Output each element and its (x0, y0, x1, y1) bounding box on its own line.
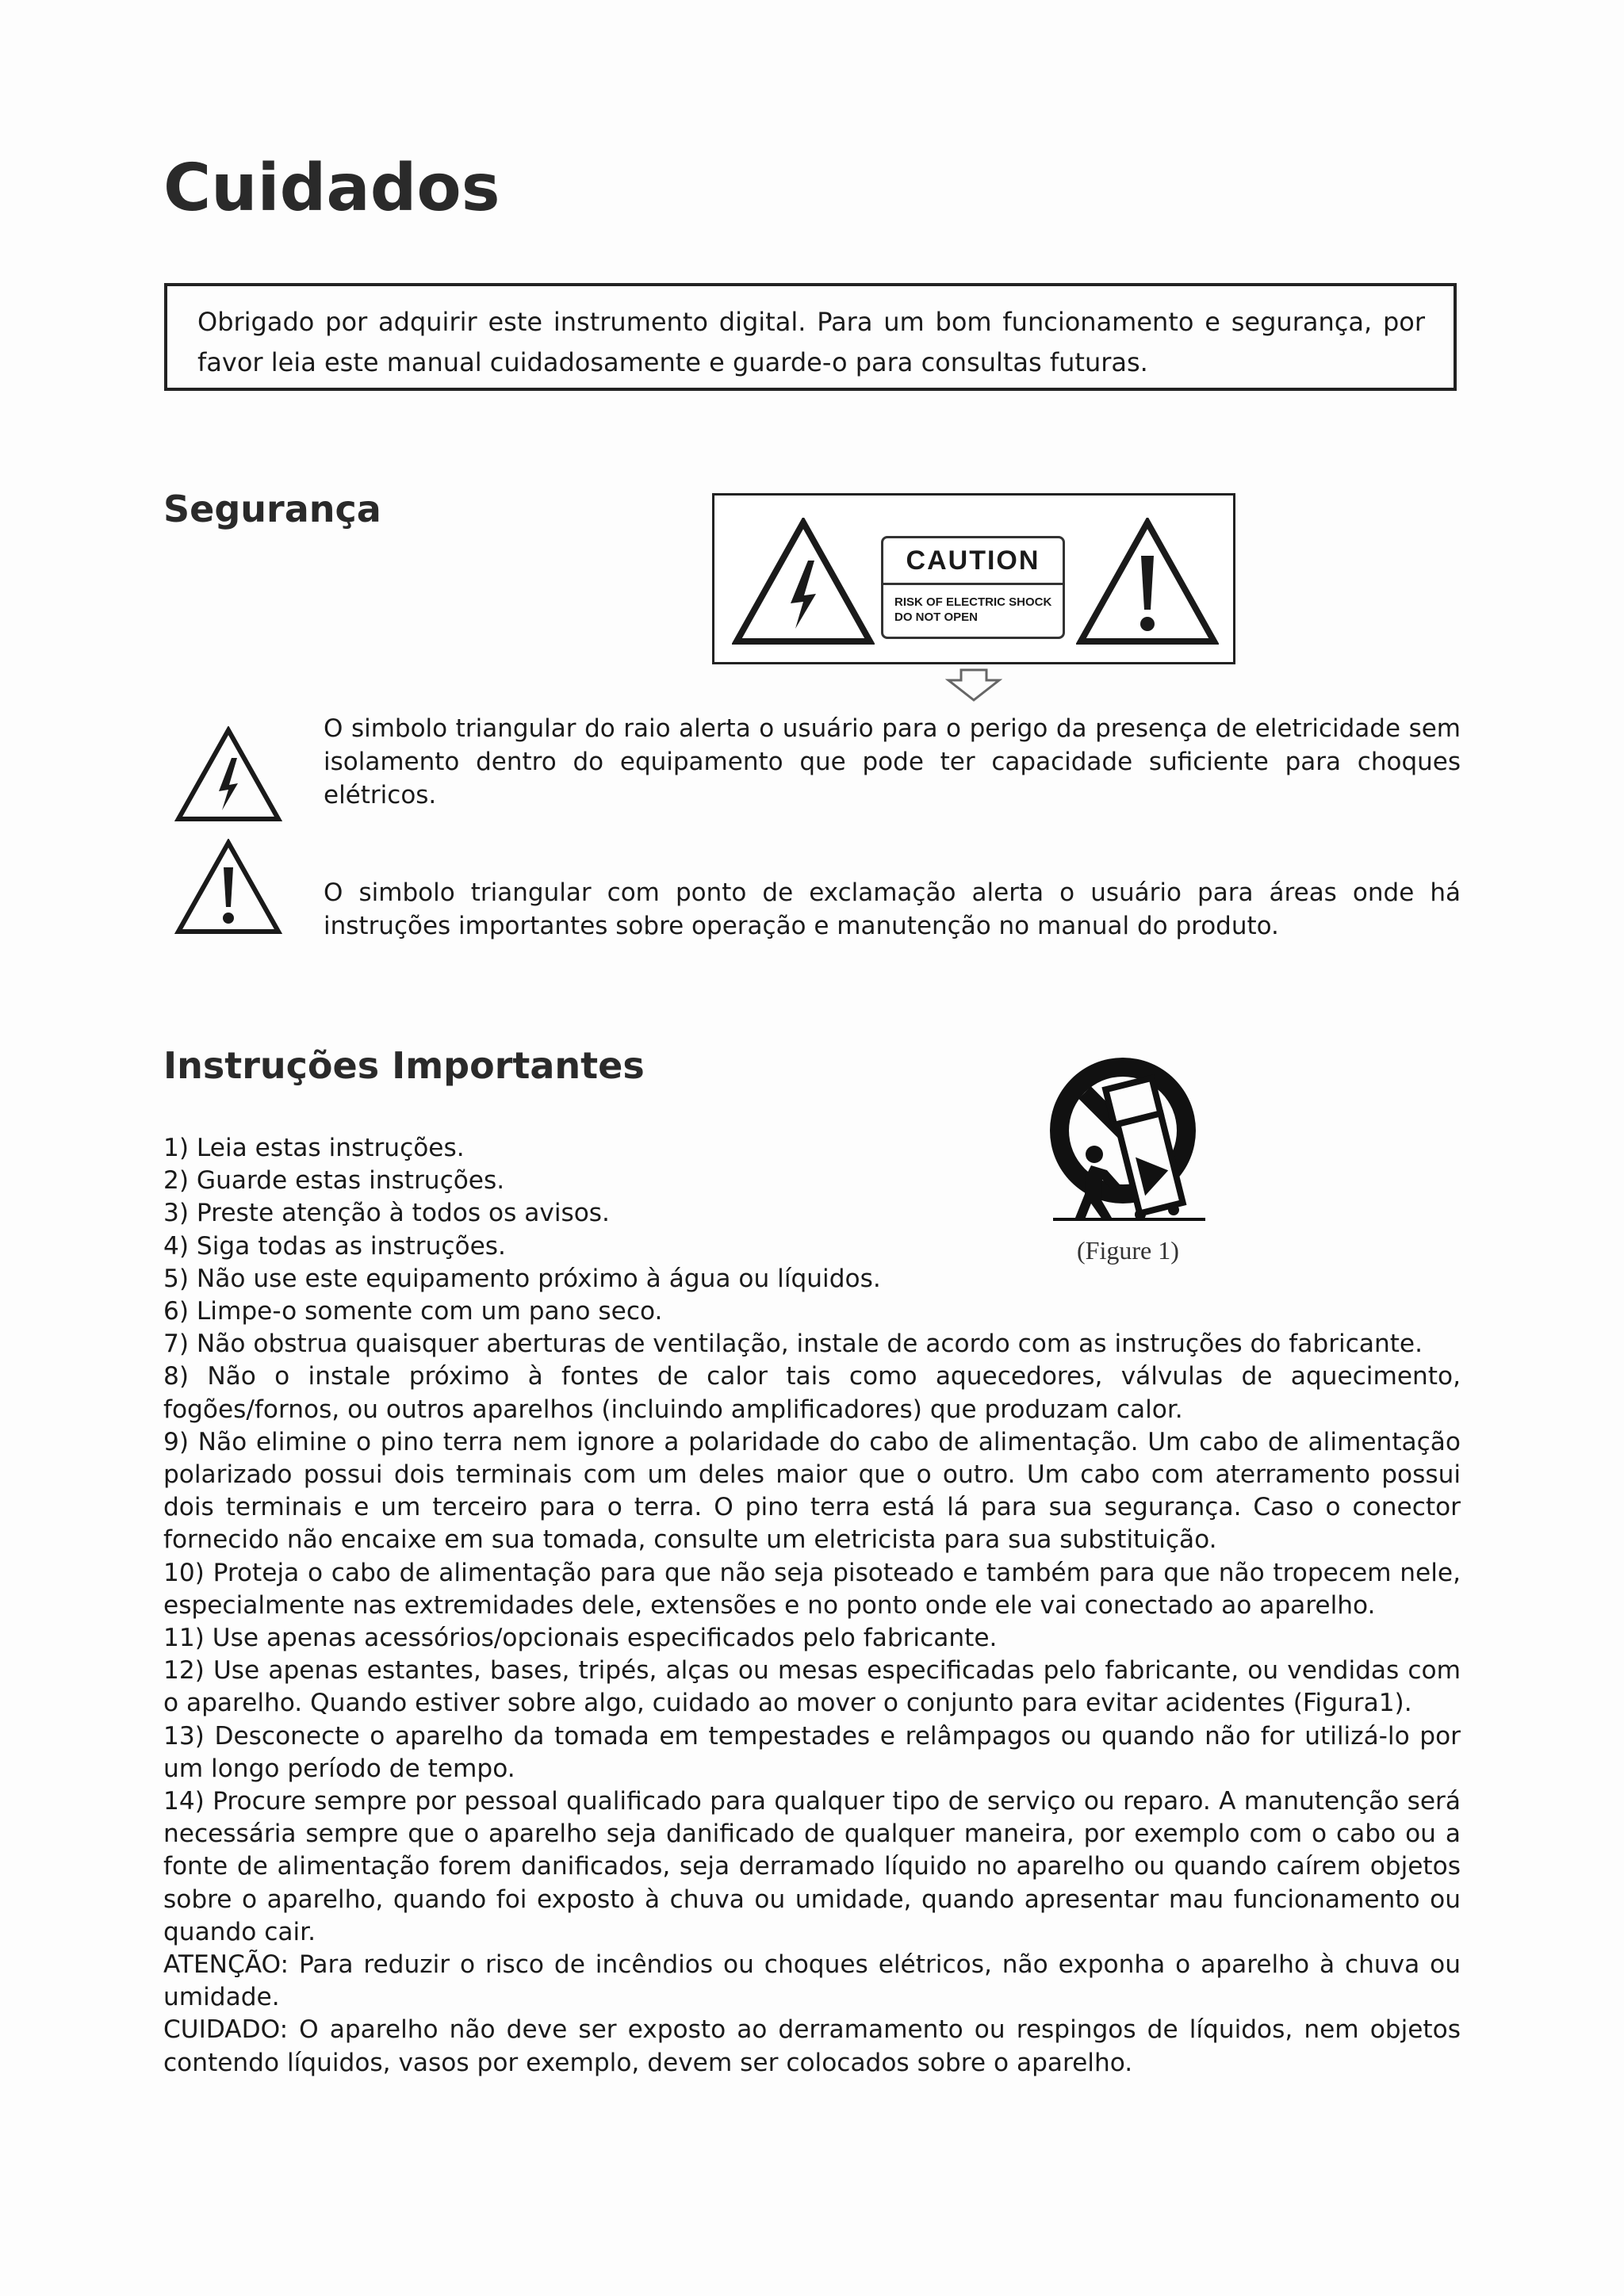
list-item: 2) Guarde estas instruções. (163, 1166, 505, 1196)
caution-note: CUIDADO: O aparelho não deve ser exposto ao derramamento ou respingos de líquidos, nem objetos contendo líquidos, vasos por exemplo, devem ser colocados sobre o aparelho. (163, 2015, 1461, 2077)
list-item: 5) Não use este equipamento próximo à água ou líquidos. (163, 1264, 881, 1293)
list-item: 3) Preste atenção à todos os avisos. (163, 1199, 610, 1228)
lightning-symbol-icon (174, 726, 282, 823)
list-item: 14) Procure sempre por pessoal qualificado para qualquer tipo de serviço ou reparo. A manutenção será necessária sempre que o aparelho seja danificado de qualquer maneira, por exemplo com o cabo ou a fonte de alimentação forem danificados, seja derramado líquido no aparelho ou quando caírem objetos sobre o aparelho, quando foi exposto à chuva ou umidade, quando apresentar mau funcionamento ou quando cair. (163, 1787, 1461, 1946)
figure-caption: (Figure 1) (1077, 1236, 1179, 1265)
list-item: 9) Não elimine o pino terra nem ignore a polaridade do cabo de alimentação. Um cabo de alimentação polarizado possui dois terminais com um deles maior que o outro. Um cabo com aterramento possui dois terminais e um terceiro para o terra. O pino terra está lá para sua segurança. Caso o conector fornecido não encaixe em sua tomada, consulte um eletricista para sua substituição. (163, 1427, 1461, 1555)
list-item: 11) Use apenas acessórios/opcionais especificados pelo fabricante. (163, 1624, 998, 1653)
page-title: Cuidados (163, 151, 500, 226)
caution-title: CAUTION (906, 545, 1040, 576)
exclamation-warning-icon (1076, 518, 1219, 646)
caution-box (881, 536, 1065, 639)
caution-line-2: DO NOT OPEN (894, 610, 979, 624)
intro-notice: Obrigado por adquirir este instrumento digital. Para um bom funcionamento e segurança, por favor leia este manual cuidadosamente e guarde-o para consultas futuras. (164, 283, 1457, 391)
lightning-warning-icon (732, 518, 875, 646)
instructions-list (163, 1132, 1461, 2080)
list-item: 6) Limpe-o somente com um pano seco. (163, 1297, 663, 1326)
list-item: 1) Leia estas instruções. (163, 1134, 465, 1162)
list-item: 4) Siga todas as instruções. (163, 1231, 506, 1261)
caution-label-panel (712, 493, 1235, 664)
lightning-symbol-description: O simbolo triangular do raio alerta o usuário para o perigo da presença de eletricidade sem isolamento dentro do equipamento que pode ter capacidade suficiente para choques elétricos. (324, 714, 1461, 809)
list-item: 8) Não o instale próximo à fontes de calor tais como aquecedores, válvulas de aquecimento, fogões/fornos, ou outros aparelhos (incluindo amplificadores) que produzam calor. (163, 1362, 1461, 1424)
caution-divider (883, 583, 1063, 585)
list-item: 7) Não obstrua quaisquer aberturas de ventilação, instale de acordo com as instruções do fabricante. (163, 1330, 1423, 1359)
warning-note: ATENÇÃO: Para reduzir o risco de incêndios ou choques elétricos, não exponha o aparelho à chuva ou umidade. (163, 1950, 1461, 2012)
arrow-down-icon (945, 668, 1002, 702)
caution-line-1: RISK OF ELECTRIC SHOCK (894, 595, 1052, 609)
exclamation-symbol-description: O simbolo triangular com ponto de exclamação alerta o usuário para áreas onde há instruções importantes sobre operação e manutenção no manual do produto. (324, 878, 1461, 940)
exclamation-symbol-icon (174, 839, 282, 936)
instructions-heading: Instruções Importantes (163, 1044, 645, 1087)
list-item: 10) Proteja o cabo de alimentação para que não seja pisoteado e também para que não tropecem nele, especialmente nas extremidades dele, extensões e no ponto onde ele vai conectado ao aparelho. (163, 1558, 1461, 1620)
list-item: 12) Use apenas estantes, bases, tripés, alças ou mesas especificadas pelo fabricante, ou vendidas com o aparelho. Quando estiver sobre algo, cuidado ao mover o conjunto para evitar acidentes (Figura1). (163, 1656, 1461, 1718)
list-item: 13) Desconecte o aparelho da tomada em tempestades e relâmpagos ou quando não for utilizá-lo por um longo período de tempo. (163, 1721, 1461, 1783)
safety-heading: Segurança (163, 488, 381, 530)
